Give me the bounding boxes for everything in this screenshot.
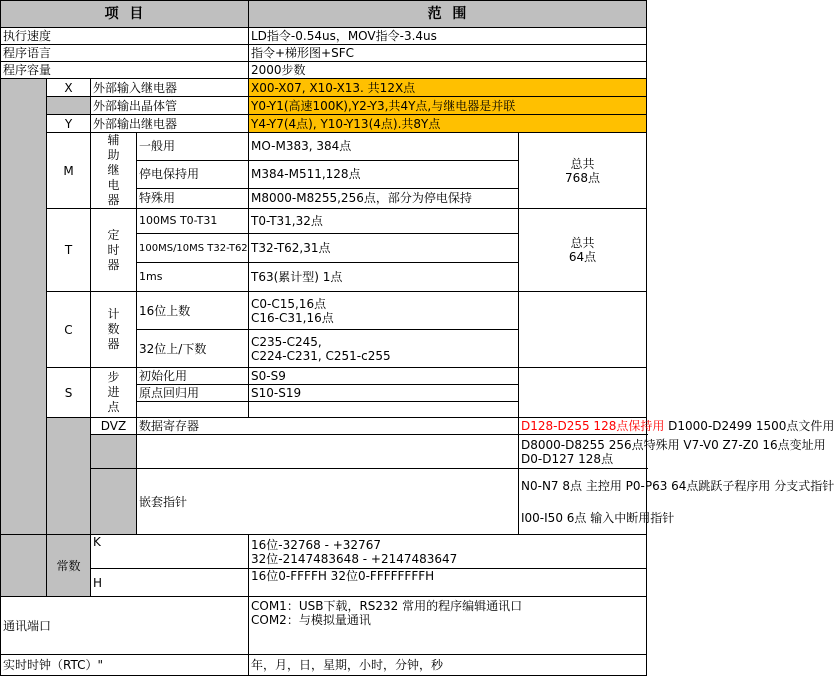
m-total-line2: 768点	[565, 170, 600, 185]
x-value: X00-X07, X10-X13. 共12X点	[249, 79, 647, 97]
s-type	[91, 368, 137, 418]
rtc-label: 实时时钟（RTC）"	[1, 655, 249, 676]
dvz-value-line2: D8000-D8255 256点特殊用 V7-V0 Z7-Z0 16点变址用	[521, 437, 826, 452]
m-item-name: 停电保持用	[137, 160, 249, 188]
pointer-gap	[521, 493, 646, 511]
const-k-line2: 32位-2147483648 - +2147483647	[251, 551, 458, 566]
s-code: S	[47, 368, 91, 418]
exec-speed-label: 执行速度	[1, 28, 249, 45]
const-label: 常数	[47, 535, 91, 597]
comm-value	[249, 597, 647, 655]
dvz-name: 数据寄存器	[137, 418, 519, 435]
comm-line1: COM1：USB下载，RS232 常用的程序编辑通讯口	[251, 599, 523, 613]
t-type	[91, 209, 137, 292]
y-name: 外部输出继电器	[91, 115, 249, 133]
y-value: Y4-Y7(4点), Y10-Y13(4点).共8Y点	[249, 115, 647, 133]
rtc-value: 年，月，日，星期，小时，分钟，秒	[249, 655, 647, 676]
m-item-value: MO-M383, 384点	[249, 133, 519, 161]
dvz-value-2	[519, 435, 826, 469]
dvz-value-line3: D0-D127 128点	[521, 451, 614, 466]
const-h-value: 16位0-FFFFH 32位0-FFFFFFFFH	[249, 569, 647, 597]
const-group-spacer	[1, 535, 47, 597]
m-item-value: M8000-M8255,256点，部分为停电保持	[249, 188, 519, 208]
x-code: X	[47, 79, 91, 97]
s-type-text: 步进点	[107, 370, 120, 414]
m-total	[519, 133, 647, 209]
data-group-spacer	[47, 418, 91, 535]
c-item-value	[249, 292, 519, 330]
c-type	[91, 292, 137, 368]
m-type	[91, 133, 137, 209]
t-type-text: 定时器	[107, 227, 120, 272]
t-item-name: 1ms	[137, 263, 249, 292]
dvz-spacer-name	[137, 435, 519, 469]
y-transistor-name: 外部输出晶体管	[91, 97, 249, 115]
t-total	[519, 209, 647, 292]
c-item-value-line2: C224-C231, C251-c255	[251, 348, 391, 363]
c-item-name: 32位上/下数	[137, 330, 249, 368]
x-name: 外部输入继电器	[91, 79, 249, 97]
s-spacer-name	[137, 402, 249, 418]
m-code: M	[47, 133, 91, 209]
comm-label: 通讯端口	[1, 597, 249, 655]
c-item-value-line2: C16-C31,16点	[251, 310, 334, 325]
c-item-value-line1: C235-C245,	[251, 334, 322, 349]
t-item-value: T63(累计型) 1点	[249, 263, 519, 292]
t-item-name: 100MS T0-T31	[137, 209, 249, 234]
t-item-name: 100MS/10MS T32-T62	[137, 234, 249, 263]
s-total	[519, 368, 647, 418]
pointer-value	[519, 469, 834, 535]
m-item-name: 一般用	[137, 133, 249, 161]
c-item-value	[249, 330, 519, 368]
y-code: Y	[47, 115, 91, 133]
c-code: C	[47, 292, 91, 368]
c-type-text: 计数器	[107, 307, 120, 351]
const-h: H	[91, 569, 249, 597]
dvz-value	[519, 418, 834, 435]
exec-speed-value: LD指令-0.54us，MOV指令-3.4us	[249, 28, 647, 45]
s-item-name: 原点回归用	[137, 385, 249, 402]
header-item: 项 目	[1, 1, 249, 28]
prog-lang-label: 程序语言	[1, 45, 249, 62]
pointer-value-line2: I00-I50 6点 输入中断用指针	[521, 510, 675, 525]
t-item-value: T0-T31,32点	[249, 209, 519, 234]
dvz-value-retentive: D128-D255 128点保持用	[521, 419, 665, 433]
c-item-name: 16位上数	[137, 292, 249, 330]
dvz-spacer	[91, 435, 137, 469]
y-transistor-value: Y0-Y1(高速100K),Y2-Y3,共4Y点,与继电器是并联	[249, 97, 647, 115]
header-range: 范 围	[249, 1, 647, 28]
dvz-value-file: D1000-D2499 1500点文件用	[664, 419, 834, 433]
pointer-code	[91, 469, 137, 535]
s-item-value: S10-S19	[249, 385, 519, 402]
c-item-value-line1: C0-C15,16点	[251, 296, 327, 311]
c-total	[519, 292, 647, 368]
t-code: T	[47, 209, 91, 292]
y-transistor-code	[47, 97, 91, 115]
const-k-line1: 16位-32768 - +32767	[251, 537, 381, 552]
const-k: K	[91, 535, 249, 569]
prog-cap-label: 程序容量	[1, 62, 249, 79]
s-spacer-value	[249, 402, 519, 418]
t-total-line2: 64点	[568, 250, 597, 264]
pointer-name: 嵌套指针	[137, 469, 519, 535]
s-item-name: 初始化用	[137, 368, 249, 385]
m-type-text: 辅助继电器	[107, 133, 120, 207]
dvz-code: DVZ	[91, 418, 137, 435]
comm-line2: COM2：与模拟量通讯	[251, 613, 371, 627]
io-group-spacer	[1, 79, 47, 535]
m-item-name: 特殊用	[137, 188, 249, 208]
prog-lang-value: 指令+梯形图+SFC	[249, 45, 647, 62]
m-item-value: M384-M511,128点	[249, 160, 519, 188]
prog-cap-value: 2000步数	[249, 62, 647, 79]
const-k-value	[249, 535, 647, 569]
t-item-value: T32-T62,31点	[249, 234, 519, 263]
m-total-line1: 总共	[570, 156, 595, 171]
pointer-value-line1: N0-N7 8点 主控用 P0-P63 64点跳跃子程序用 分支式指针	[521, 478, 834, 493]
t-total-line1: 总共	[570, 236, 595, 250]
s-item-value: S0-S9	[249, 368, 519, 385]
